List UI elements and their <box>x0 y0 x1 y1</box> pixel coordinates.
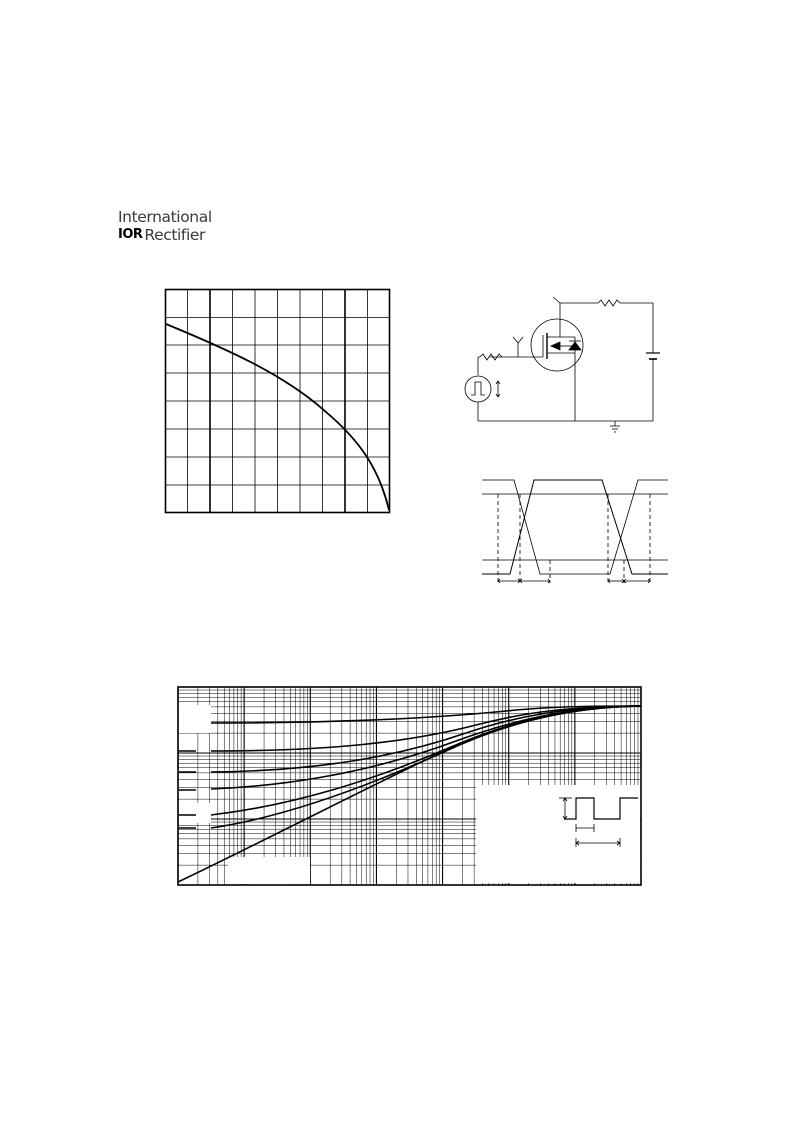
pulse-amplitude-arrow-icon <box>496 381 500 397</box>
company-name-line2-row <box>118 226 218 244</box>
drain-terminal-arrow-icon <box>553 297 567 303</box>
figure-switching-waveforms <box>478 473 674 591</box>
supply-battery-icon <box>646 353 660 359</box>
body-diode-arrow-icon <box>551 342 560 350</box>
timing-markers <box>498 579 650 583</box>
fig1-grid <box>165 289 390 513</box>
label-mask-left-2 <box>179 803 211 823</box>
company-logo <box>118 208 218 244</box>
gate-terminal-arrow-icon <box>513 337 523 343</box>
figure-thermal-impedance <box>176 685 643 888</box>
ground-symbol-icon <box>610 421 620 432</box>
drain-resistor-icon <box>598 300 620 306</box>
company-name-line1: International <box>118 208 212 226</box>
figure-switching-test-circuit <box>460 295 660 435</box>
inset-box <box>476 785 640 883</box>
ior-logo-mark: IOR <box>118 227 143 242</box>
label-mask-bottom <box>228 857 310 884</box>
pulse-generator-icon <box>465 376 491 402</box>
figure-current-vs-temperature <box>164 288 392 515</box>
label-mask-left-1 <box>179 705 211 733</box>
company-name-line2: Rectifier <box>144 226 205 244</box>
